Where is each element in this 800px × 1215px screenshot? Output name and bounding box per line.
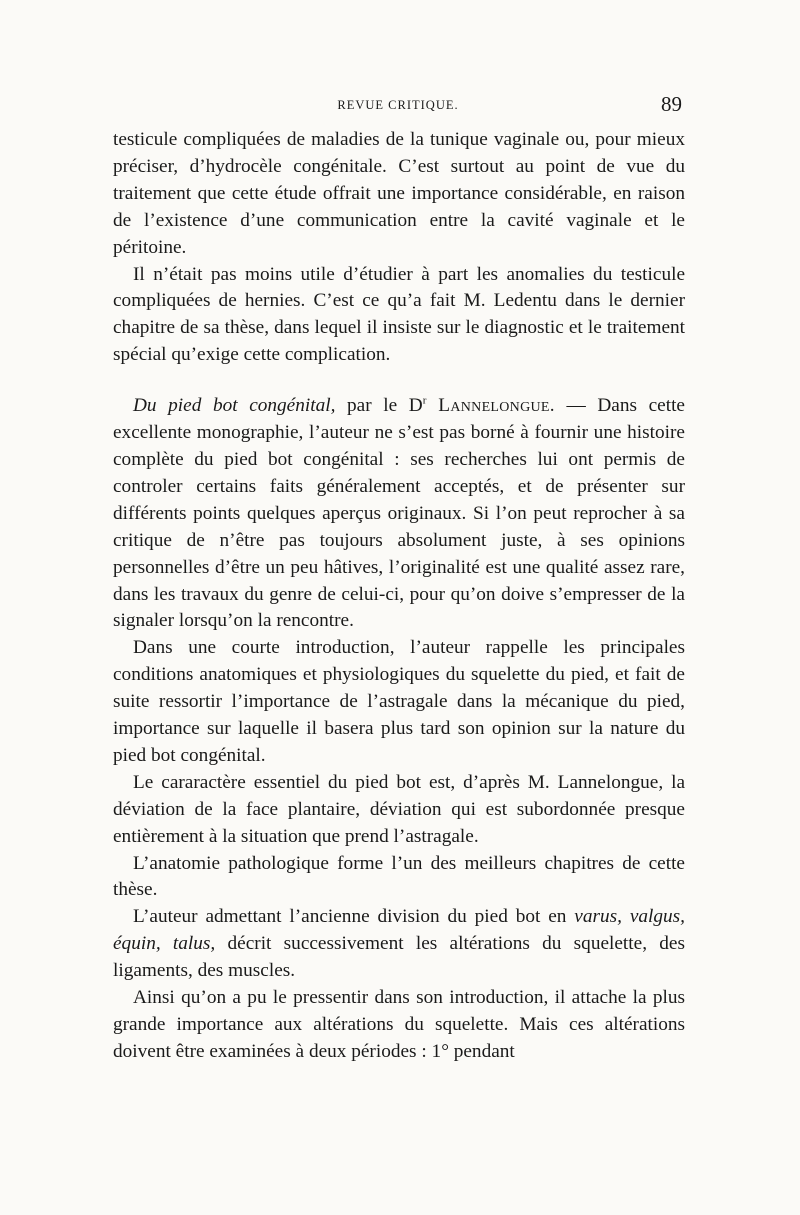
paragraph-introduction: Dans une courte introduction, l’auteur rappelle les principales conditions anatomiques et physiologiques du squelette du pied, et fait de suite ressortir l’importance de l’astragale dans la mécanique du pied, importance sur laquelle il basera plus tard son opinion sur la nature du pied bot congénital.: [113, 637, 685, 766]
division-types: varus, valgus, équin, talus,: [113, 906, 685, 955]
review-author: Lannelongue.: [426, 395, 555, 417]
review-title: Du pied bot congénital,: [133, 395, 336, 417]
paragraph-hydrocele: testicule compliquées de maladies de la tunique vaginale ou, pour mieux préciser, d’hydrocèle congénitale. C’est surtout au point de vue du traitement que cette étude offrait une importance considérable, en raison de l’existence d’une communication entre la cavité vaginale et le péritoine.: [113, 129, 685, 258]
body-text: [113, 127, 685, 1066]
review-text: — Dans cette excellente monographie, l’auteur ne s’est pas borné à fournir une histoire complète du pied bot congénital : ses recherches lui ont permis de controler certains faits généralement acceptés, et de présenter sur différents points quelques aperçus originaux. Si l’on peut reprocher à sa critique de n’être pas toujours absolument juste, à ses opinions personnelles d’être un peu hâtives, l’originalité est une qualité assez rare, dans les travaux du genre de celui-ci, pour qu’on doive s’empresser de la signaler lorsqu’on la rencontre.: [113, 395, 685, 632]
doctor-superscript: r: [422, 394, 427, 407]
division-text-b: décrit successivement les altérations du squelette, des ligaments, des muscles.: [113, 933, 685, 982]
review-by: par le D: [335, 395, 423, 417]
division-text-a: L’auteur admettant l’ancienne division du pied bot en: [133, 906, 575, 928]
paragraph-division: [113, 904, 685, 985]
running-head: [110, 92, 686, 118]
paragraph-pied-bot-review: [113, 393, 685, 635]
paragraph-hernies: Il n’était pas moins utile d’étudier à part les anomalies du testicule compliquées de hernies. C’est ce qu’a fait M. Ledentu dans le dernier chapitre de sa thèse, dans lequel il insiste sur le diagnostic et le traitement spécial qu’exige cette complication.: [113, 263, 685, 366]
paragraph-caractere: Le cararactère essentiel du pied bot est, d’après M. Lannelongue, la déviation de la face plantaire, déviation qui est subordonnée presque entièrement à la situation que prend l’astragale.: [113, 771, 685, 847]
page-number: 89: [661, 92, 682, 116]
paragraph-anatomie: L’anatomie pathologique forme l’un des meilleurs chapitres de cette thèse.: [113, 852, 685, 901]
running-title: REVUE CRITIQUE.: [337, 98, 459, 112]
paragraph-squelette: Ainsi qu’on a pu le pressentir dans son introduction, il attache la plus grande importance aux altérations du squelette. Mais ces altérations doivent être examinées à deux périodes : 1° pendant: [113, 987, 685, 1062]
